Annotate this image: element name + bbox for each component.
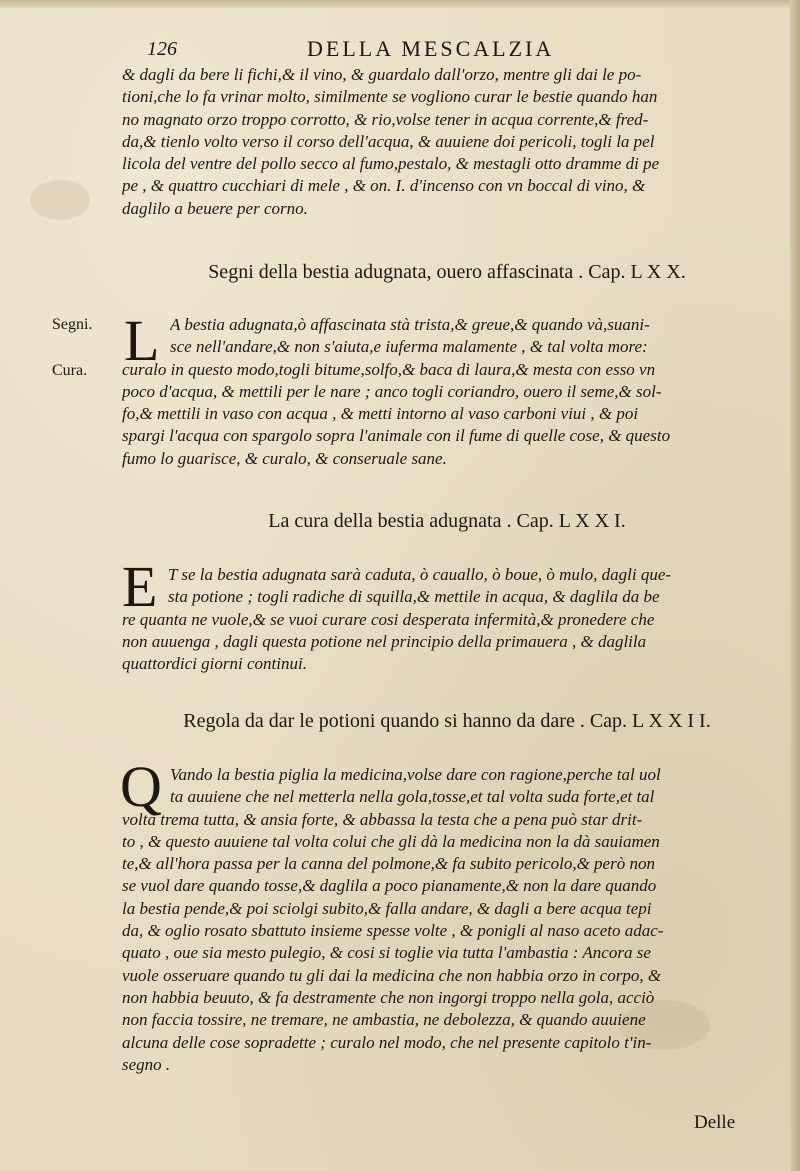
text-line: quato , oue sia mesto pulegio, & cosi si toglie via tutta l'ambastia : Ancora se [122,943,651,963]
text-line: se vuol dare quando tosse,& daglila a poco pianamente,& non la dare quando [122,876,657,896]
text-line: da, & oglio rosato sbattuto insieme spesse volte , & ponigli al naso aceto adac- [122,921,664,941]
chapter-72-body [122,809,772,1077]
text-line: non faccia tossire, ne tremare, ne ambastia, ne debolezza, & quando auuiene [122,1010,646,1030]
text-line: volta trema tutta, & ansia forte, & abbassa la testa che a pena può star drit- [122,809,643,829]
text-line: pe , & quattro cucchiari di mele , & on. I. d'incenso con vn boccal di vino, & [122,176,646,196]
page-number: 126 [147,38,177,60]
page-right-edge [790,0,800,1171]
text-line: ta auuiene che nel metterla nella gola,tosse,et tal volta suda forte,et tal [170,787,655,807]
text-line: tioni,che lo fa vrinar molto, similmente se vogliono curar le bestie quando han [122,87,658,107]
text-line: quattordici giorni continui. [122,654,307,674]
chapter-72-body-indented [170,764,772,809]
text-line: A bestia adugnata,ò affascinata stà trista,& greue,& quando và,suani- [170,315,650,334]
text-line: licola del ventre del pollo secco al fumo,pestalo, & mestagli otto dramme di pe [122,154,660,174]
text-line: da,& tienlo volto verso il corso dell'acqua, & auuiene doi pericoli, togli la pel [122,131,655,151]
margin-note-segni: Segni. [52,316,93,333]
running-title: DELLA MESCALZIA [307,36,555,61]
text-line: daglilo a beuere per corno. [122,198,308,218]
text-line: fo,& mettili in vaso con acqua , & metti intorno al vaso carboni viui , & poi [122,404,639,424]
text-line: re quanta ne vuole,& se vuoi curare cosi desperata infermità,& pronedere che [122,609,655,629]
text-line: fumo lo guarisce, & curalo, & conseruale sane. [122,448,447,468]
dropcap-l: L [124,308,160,373]
chapter-71-title: La cura della bestia adugnata . Cap. L X X I. [268,510,626,532]
text-line: poco d'acqua, & mettili per le nare ; anco togli coriandro, ouero il seme,& sol- [122,381,662,401]
text-line: no magnato orzo troppo corrotto, & rio,volse tener in acqua corrente,& fred- [122,109,649,129]
text-line: Vando la bestia piglia la medicina,volse dare con ragione,perche tal uol [170,765,661,784]
chapter-70-body [122,359,772,470]
paper-stain [30,180,90,220]
dropcap-q: Q [120,754,162,819]
chapter-70-body-indented [170,314,772,359]
chapter-70-title: Segni della bestia adugnata, ouero affascinata . Cap. L X X. [208,261,686,283]
dropcap-e: E [122,554,158,619]
text-line: la bestia pende,& poi sciolgi subito,& falla andare, & dagli a bere acqua tepi [122,898,652,918]
text-line: spargi l'acqua con spargolo sopra l'animale con il fume di quelle cose, & questo [122,426,671,446]
text-line: curalo in questo modo,togli bitume,solfo,& baca di laura,& mesta con esso vn [122,359,656,379]
text-line: segno . [122,1054,171,1074]
chapter-72-title: Regola da dar le potioni quando si hanno da dare . Cap. L X X I I. [183,710,711,732]
margin-note-cura: Cura. [52,362,88,379]
page-top-edge [0,0,800,8]
chapter-71-body [122,609,772,676]
text-line: sta potione ; togli radiche di squilla,& mettile in acqua, & daglila da be [168,587,660,607]
text-line: & dagli da bere li fichi,& il vino, & guardalo dall'orzo, mentre gli dai le po- [122,65,642,84]
text-line: non habbia beuuto, & fa destramente che non ingorgi troppo nella gola, acciò [122,987,655,1007]
chapter-71-body-indented [168,564,772,609]
catchword: Delle [694,1112,736,1133]
text-line: vuole osseruare quando tu gli dai la medicina che non habbia orzo in corpo, & [122,965,662,985]
text-line: non auuenga , dagli questa potione nel principio della primauera , & daglila [122,631,647,651]
text-line: T se la bestia adugnata sarà caduta, ò cauallo, ò boue, ò mulo, dagli que- [168,565,672,584]
continuation-paragraph [122,64,772,220]
text-line: alcuna delle cose sopradette ; curalo nel modo, che nel presente capitolo t'in- [122,1032,652,1052]
text-line: te,& all'hora passa per la canna del polmone,& fa subito pericolo,& però non [122,854,655,874]
text-line: to , & questo auuiene tal volta colui che gli dà la medicina non la dà sauiamen [122,831,660,851]
text-line: sce nell'andare,& non s'aiuta,e iuferma malamente , & tal volta more: [170,337,648,357]
